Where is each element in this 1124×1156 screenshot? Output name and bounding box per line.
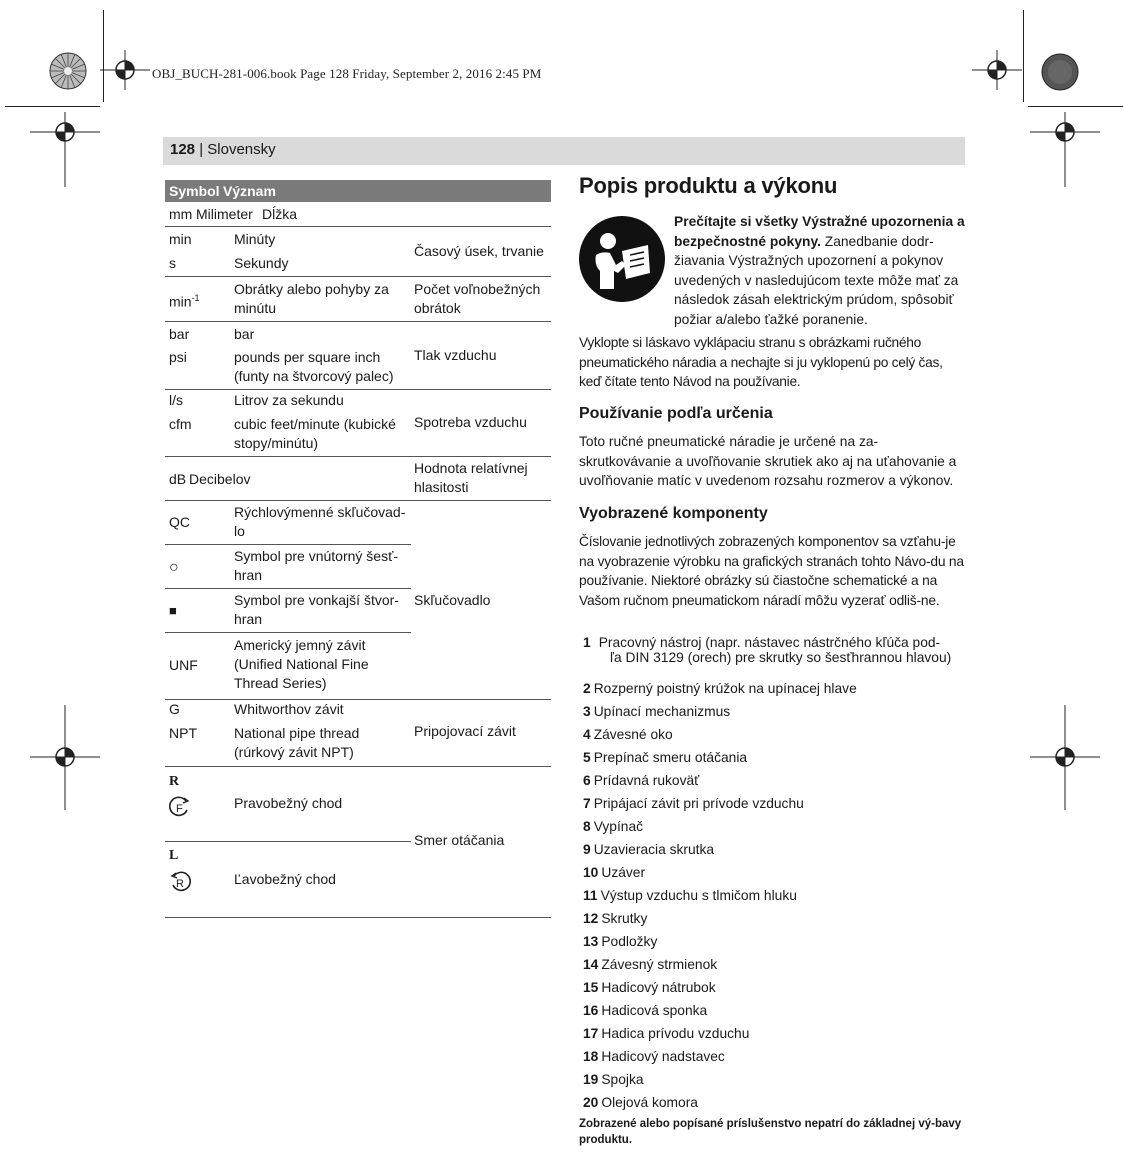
cell-sym-g: G (169, 701, 180, 717)
cell-desc-db: Hodnota relatívnej hlasitosti (414, 460, 528, 495)
cell-mean-hex: Symbol pre vnútorný šesť-hran (234, 548, 398, 583)
cell-desc-rotation: Smer otáčania (414, 832, 505, 848)
item-number: 9 (583, 842, 591, 857)
item-number: 7 (583, 796, 591, 811)
cell-mean-bar: bar (234, 326, 255, 342)
item-label-continued: ľa DIN 3129 (orech) pre skrutky so šesťhrannou hlavou) (610, 650, 952, 665)
row-divider (165, 276, 551, 277)
list-item (583, 911, 647, 926)
header-symbol: Symbol (169, 183, 220, 199)
item-number: 17 (583, 1026, 599, 1041)
cell-sym-ls: l/s (169, 392, 183, 408)
components-text: Číslovanie jednotlivých zobrazených komponentov sa vzťahu-je na vyobrazenie výrobku na grafických stranách tohto Návo-du na používanie. Niektoré obrázky sú čiastočne schematické a na Vašom ručnom pneumatickom náradí môžu vyzerať odliš-ne. (579, 534, 964, 608)
item-label: Uzáver (601, 865, 646, 880)
cell-desc-time: Časový úsek, trvanie (414, 243, 544, 259)
cell-mean-psi: pounds per square inch (funty na štvorcový palec) (234, 349, 394, 384)
warning-text (674, 212, 974, 329)
item-label: Závesné oko (593, 727, 673, 742)
item-number: 10 (583, 865, 599, 880)
cell-sym-l: L (169, 848, 179, 863)
item-number: 13 (583, 934, 599, 949)
cell-mean-db: Decibelov (189, 471, 251, 487)
registration-mark-icon (972, 50, 1022, 90)
cell-sym-mm: mm (169, 206, 193, 222)
list-item (583, 727, 673, 742)
cell-mean-l: Ľavobežný chod (234, 871, 336, 887)
item-number: 1 (583, 635, 591, 650)
item-label: Hadicový nadstavec (601, 1049, 725, 1064)
list-item (583, 842, 714, 857)
header-meaning: Význam (223, 183, 276, 199)
components-heading: Vyobrazené komponenty (579, 505, 768, 522)
gray-circle-icon (1040, 52, 1080, 92)
list-item (583, 1072, 644, 1087)
fold-out-text: Vyklopte si láskavo vyklápaciu stranu s obrázkami ručného pneumatického náradia a nechajte si ju vyklopenú po celý čas, keď čítate tento Návod na používanie. (579, 335, 943, 389)
row-divider (165, 632, 411, 633)
item-number: 14 (583, 957, 599, 972)
header-separator: | (195, 141, 208, 158)
registration-mark-icon (30, 112, 100, 187)
item-label: Pripájací závit pri prívode vzduchu (593, 796, 804, 811)
item-number: 11 (583, 888, 598, 903)
list-item (583, 681, 857, 696)
page-number-line (170, 141, 276, 158)
item-number: 15 (583, 980, 599, 995)
cell-mean-rpm: Obrátky alebo pohyby za minútu (234, 281, 389, 316)
item-label: Upínací mechanizmus (593, 704, 731, 719)
cell-sym-r: R (169, 774, 180, 789)
list-item (583, 1049, 725, 1064)
svg-text:R: R (176, 878, 184, 890)
item-label: Olejová komora (601, 1095, 698, 1110)
item-label: Výstup vzduchu s tlmičom hluku (600, 888, 797, 903)
list-item (583, 819, 643, 834)
counterclockwise-rotation-icon (169, 870, 191, 894)
item-label: Závesný strmienok (601, 957, 718, 972)
item-label: Prídavná rukoväť (593, 773, 700, 788)
item-label: Uzavieracia skrutka (593, 842, 715, 857)
row-divider (165, 500, 551, 501)
item-label: Hadicová sponka (601, 1003, 708, 1018)
square-drive-icon: ■ (169, 603, 177, 618)
item-number: 5 (583, 750, 591, 765)
row-divider (165, 389, 551, 390)
cell-desc-thread: Pripojovací závit (414, 723, 516, 739)
section-title: Popis produktu a výkonu (579, 173, 838, 198)
row-divider (165, 321, 551, 322)
item-number: 20 (583, 1095, 599, 1110)
clockwise-rotation-icon (169, 795, 191, 819)
cell-desc-mm: Dĺžka (262, 206, 298, 222)
read-manual-icon (578, 215, 666, 303)
list-item (583, 980, 716, 995)
list-item (583, 635, 951, 665)
item-number: 6 (583, 773, 591, 788)
table-header (165, 180, 551, 202)
list-item (583, 773, 699, 788)
cell-sym-bar: bar (169, 326, 190, 342)
warning-body: Zanedbanie dodr-žiavania Výstražných upozornení a pokynov uvedených v nasledujúcom texte môže mať za následok zásah elektrickým prúdom, spôsobiť požiar a/alebo ťažké poranenie. (674, 233, 959, 327)
cell-mean-cfm: cubic feet/minute (kubické stopy/minútu) (234, 416, 396, 451)
hex-socket-icon: ○ (169, 559, 179, 576)
registration-mark-icon (100, 50, 150, 90)
cell-sym-rpm-sup: -1 (191, 293, 200, 303)
item-number: 4 (583, 727, 591, 742)
item-label: Skrutky (601, 911, 648, 926)
list-item (583, 957, 717, 972)
row-divider (165, 841, 411, 842)
cell-desc-rpm: Počet voľnobežných obrátok (414, 281, 541, 316)
item-label: Pracovný nástroj (napr. nástavec nástrčného kľúča pod- (598, 635, 941, 650)
item-label: Prepínač smeru otáčania (593, 750, 748, 765)
list-item (583, 796, 804, 811)
cell-sym-npt: NPT (169, 725, 197, 741)
registration-mark-icon (1030, 112, 1100, 187)
row-divider (165, 456, 551, 457)
item-number: 12 (583, 911, 599, 926)
list-item (583, 1095, 698, 1110)
item-number: 19 (583, 1072, 599, 1087)
cell-desc-air: Spotreba vzduchu (414, 414, 527, 430)
footnote: Zobrazené alebo popísané príslušenstvo nepatrí do základnej vý-bavy produktu. (579, 1118, 962, 1146)
page-number: 128 (170, 141, 196, 158)
item-label: Spojka (601, 1072, 644, 1087)
cell-sym-qc: QC (169, 514, 190, 530)
list-item (583, 888, 797, 903)
cell-sym-min: min (169, 231, 192, 247)
cell-sym-rpm (169, 289, 200, 312)
item-label: Hadica prívodu vzduchu (601, 1026, 750, 1041)
row-divider (165, 226, 551, 227)
list-item (583, 1026, 749, 1041)
warning-bold: Prečítajte si všetky Výstražné upozornenia a bezpečnostné pokyny. (674, 214, 965, 249)
crop-mark (1028, 106, 1123, 107)
cell-sym-cfm: cfm (169, 416, 192, 432)
cell-sym-rpm-base: min (169, 293, 192, 310)
cell-sym-psi: psi (169, 349, 187, 365)
page-header (163, 137, 965, 165)
cell-mean-qc: Rýchlovýmenné skľučovad-lo (234, 504, 406, 539)
item-number: 8 (583, 819, 591, 834)
cell-desc-chuck: Skľučovadlo (414, 592, 491, 608)
item-label: Podložky (601, 934, 658, 949)
list-item (583, 750, 747, 765)
row-divider (165, 766, 551, 767)
list-item (583, 865, 645, 880)
color-wheel-icon (48, 51, 88, 91)
cell-sym-s: s (169, 255, 176, 271)
cell-mean-s: Sekundy (234, 255, 289, 271)
header-language: Slovensky (207, 141, 276, 158)
cell-sym-db: dB (169, 471, 187, 487)
print-info: OBJ_BUCH-281-006.book Page 128 Friday, September 2, 2016 2:45 PM (152, 66, 542, 81)
cell-mean-npt: National pipe thread (rúrkový závit NPT) (234, 725, 360, 760)
cell-mean-unf: Americký jemný závit (Unified National Fine Thread Series) (234, 637, 369, 691)
list-item (583, 1003, 707, 1018)
cell-mean-mm: Milimeter (196, 206, 253, 222)
list-item (583, 934, 657, 949)
item-number: 18 (583, 1049, 599, 1064)
item-label: Rozperný poistný krúžok na upínacej hlave (593, 681, 857, 696)
cell-mean-g: Whitworthov závit (234, 701, 344, 717)
cell-sym-unf: UNF (169, 657, 198, 673)
cell-mean-ls: Litrov za sekundu (234, 392, 344, 408)
use-heading: Používanie podľa určenia (579, 405, 773, 422)
list-item (583, 704, 730, 719)
table-bottom-rule (165, 917, 551, 918)
item-number: 2 (583, 681, 591, 696)
item-number: 3 (583, 704, 591, 719)
cell-mean-r: Pravobežný chod (234, 795, 343, 811)
svg-text:F: F (176, 803, 183, 815)
item-label: Vypínač (593, 819, 644, 834)
crop-mark (5, 106, 100, 107)
registration-mark-icon (30, 705, 100, 810)
crop-mark (1023, 10, 1024, 102)
item-number: 16 (583, 1003, 599, 1018)
item-label: Hadicový nátrubok (601, 980, 716, 995)
row-divider (165, 588, 411, 589)
cell-mean-min: Minúty (234, 231, 276, 247)
cell-mean-square: Symbol pre vonkajší štvor-hran (234, 592, 399, 627)
row-divider (165, 544, 411, 545)
cell-desc-pressure: Tlak vzduchu (414, 347, 497, 363)
use-text: Toto ručné pneumatické náradie je určené na za-skrutkovávanie a uvoľňovanie skrutiek ako aj na uťahovanie a uvoľňovanie matíc v uvedenom rozsahu rozmerov a výkonov. (579, 434, 957, 488)
registration-mark-icon (1030, 705, 1100, 810)
